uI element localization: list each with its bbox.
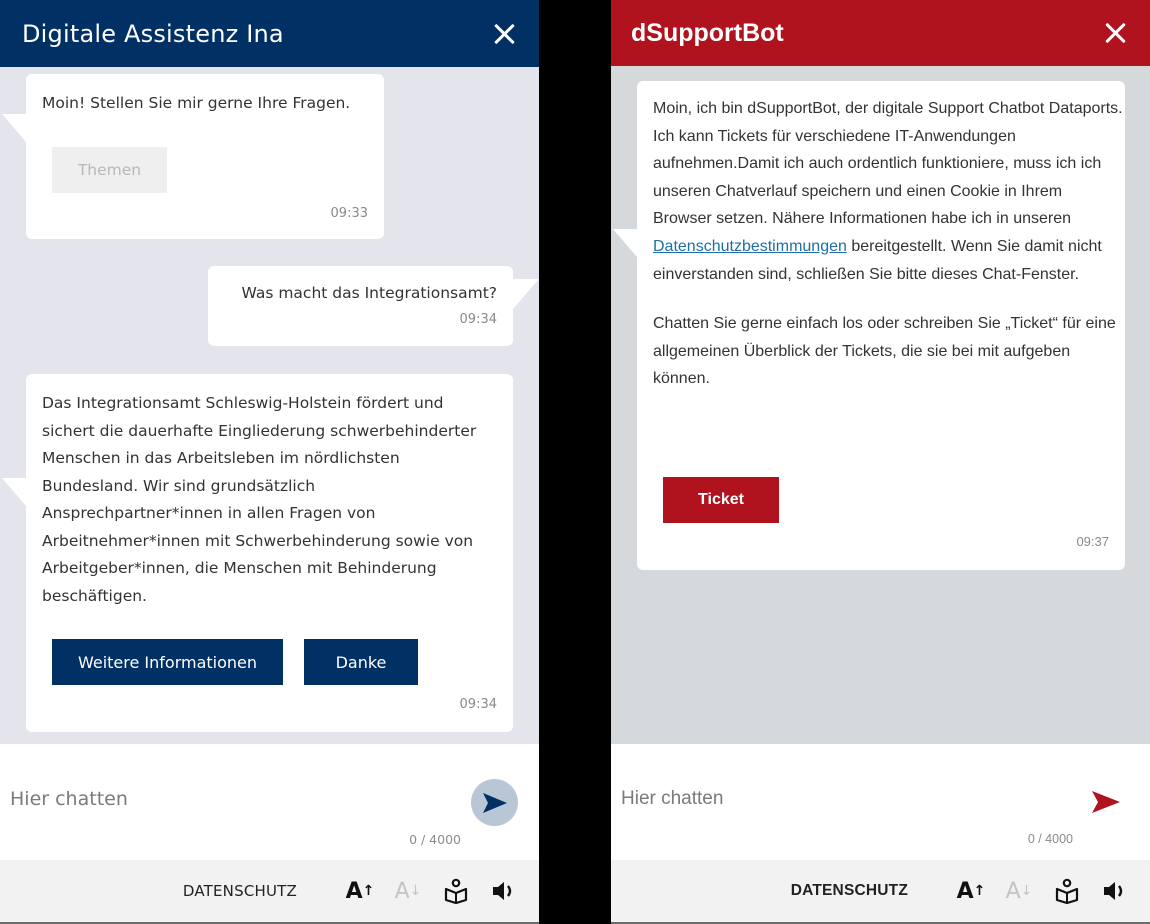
font-up-letter: A (345, 878, 363, 904)
message-paragraph: Chatten Sie gerne einfach los oder schreiben Sie „Ticket“ für eine allgemeinen Überblick der Tickets, die sie bei mit aufgeben können. (653, 315, 1116, 388)
close-icon[interactable] (1104, 22, 1126, 44)
character-counter: 0 / 4000 (409, 832, 461, 847)
message-time: 09:34 (459, 697, 497, 712)
message-text: Was macht das Integrationsamt? (241, 284, 497, 302)
chat-header (611, 0, 1150, 66)
font-increase-icon[interactable]: A ↑ (345, 878, 375, 904)
font-down-letter: A (1005, 878, 1021, 904)
font-up-letter: A (956, 878, 974, 904)
text-segment: Moin, ich bin dSupportBot, der digitale Support Chatbot Dataports. Ich kann Tickets für verschiedene IT-Anwendungen aufnehmen.Damit ich auch ordentlich funktioniere, muss ich ich unseren Chatverlauf speichern und einen Cookie in Ihrem Browser setzen. Nähere Informationen habe ich in unseren (653, 100, 1123, 228)
send-button[interactable] (471, 779, 518, 826)
chat-title: Digitale Assistenz Ina (22, 19, 284, 48)
font-down-letter: A (394, 878, 410, 904)
bot-message (26, 74, 384, 239)
easy-language-icon[interactable] (441, 876, 471, 906)
weitere-informationen-button[interactable]: Weitere Informationen (52, 639, 283, 685)
user-message (208, 266, 513, 346)
message-paragraph (653, 95, 1123, 288)
bubble-tail (613, 229, 637, 257)
easy-language-icon[interactable] (1052, 876, 1082, 906)
message-text: Moin! Stellen Sie mir gerne Ihre Fragen. (42, 94, 351, 112)
danke-button[interactable]: Danke (304, 639, 418, 685)
send-icon (1091, 790, 1121, 814)
bubble-tail (2, 478, 26, 506)
message-time: 09:37 (1076, 534, 1109, 549)
send-button[interactable] (1086, 784, 1126, 820)
ticket-button[interactable]: Ticket (663, 477, 779, 523)
message-text: Das Integrationsamt Schleswig-Holstein fördert und sichert die dauerhafte Eingliederung schwerbehinderter Menschen in das Arbeitsleben im nördlichsten Bundesland. Wir sind grundsätzlich Ansprechpartner*innen in allen Fragen von Arbeitnehmer*innen mit Schwerbehinderung sowie von Arbeitgeber*innen, die Menschen mit Behinderung beschäftigen. (42, 394, 477, 605)
character-counter: 0 / 4000 (1027, 832, 1073, 846)
datenschutzbestimmungen-link[interactable]: Datenschutzbestimmungen (653, 237, 847, 255)
chat-window-dsupportbot (611, 0, 1150, 924)
chat-input[interactable] (10, 784, 410, 814)
font-increase-icon[interactable]: A ↑ (956, 878, 986, 904)
font-decrease-icon[interactable]: A ↓ (1005, 878, 1033, 904)
speaker-icon[interactable] (1100, 876, 1130, 906)
message-time: 09:33 (330, 206, 368, 221)
bot-message (637, 81, 1125, 570)
chat-input-area (611, 744, 1150, 860)
font-decrease-icon[interactable]: A ↓ (394, 878, 422, 904)
message-text (653, 95, 1123, 393)
chat-footer (611, 860, 1150, 922)
chat-input[interactable] (621, 784, 1021, 814)
chat-header (0, 0, 539, 67)
bot-message (26, 374, 513, 732)
chat-input-area (0, 744, 539, 860)
message-time: 09:34 (459, 312, 497, 327)
speaker-icon[interactable] (489, 876, 519, 906)
send-icon (482, 792, 508, 814)
bubble-tail (513, 279, 539, 309)
chat-window-ina (0, 0, 539, 924)
datenschutz-link[interactable]: DATENSCHUTZ (182, 882, 297, 900)
datenschutz-link[interactable]: DATENSCHUTZ (790, 882, 908, 899)
chat-footer (0, 860, 539, 922)
themen-button[interactable]: Themen (52, 147, 167, 193)
chat-title: dSupportBot (631, 18, 784, 47)
text-segment: bereitgestellt. Wenn Sie damit nicht einverstanden sind, schließen Sie bitte dieses Chat-Fenster. (653, 237, 1102, 283)
close-icon[interactable] (493, 23, 515, 45)
bubble-tail (2, 114, 26, 142)
